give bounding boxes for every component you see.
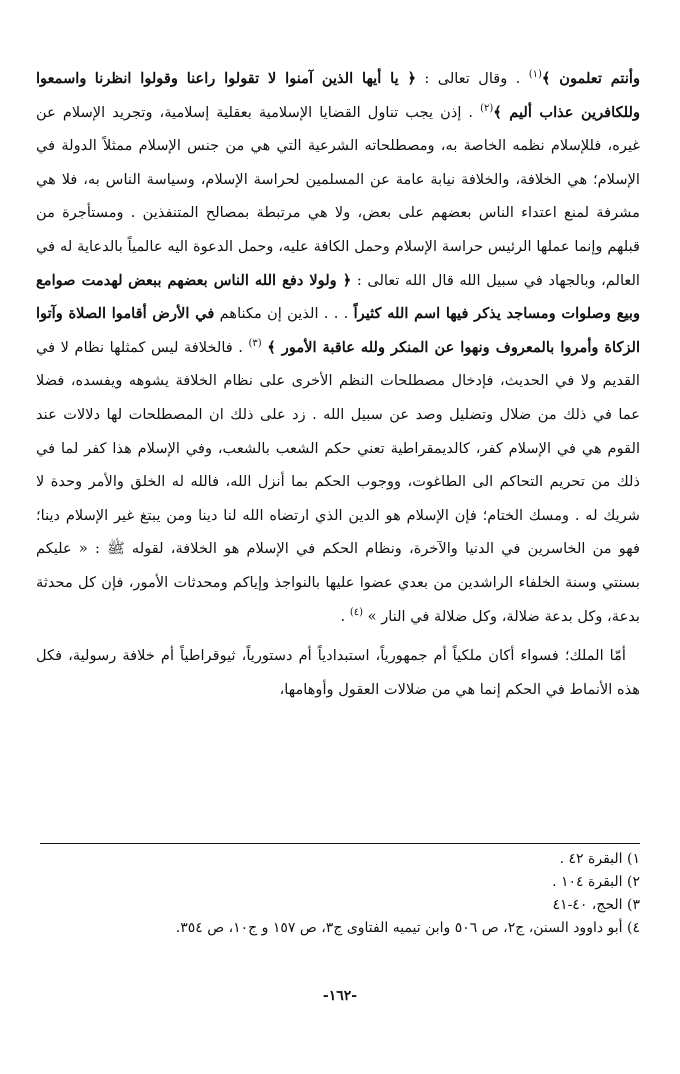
- paragraph-1: [36, 62, 640, 633]
- text-line: [61, 440, 576, 457]
- text-run: أمّا الملك؛ فسواء أكان ملكياً أم جمهورياً، استبدادياً أم دستورياً، ثيوقراطياً أم: [160, 647, 626, 665]
- text-run: . فالخلافة ليس كمثلها نظام لا في القديم ولا في الحديث، فإدخال مصطلحات: [36, 338, 640, 390]
- text-run: عن المسلمين لحراسة الإسلام، وسياسة الناس به، فلا هي مشرفة لمنع اعتداء الناس: [36, 170, 640, 222]
- quran-bracket: ﴾: [267, 338, 276, 356]
- footnote-2: ٢) البقرة ١٠٤ .: [552, 874, 640, 890]
- text-run: في ذلك من تحريم التحاكم الى الطاغوت، ووجوب الحكم بما أنزل الله، فالله له الخلق: [36, 439, 640, 491]
- footnote-1: ١) البقرة ٤٢ .: [559, 851, 640, 867]
- text-line: [128, 272, 640, 289]
- text-line: [95, 70, 640, 87]
- text-run: التي هي من جنس الإسلام ممثلاً الدولة في الإسلام؛ هي الخلافة، والخلافة نيابة عامة: [36, 137, 640, 188]
- quran-bracket: ﴾: [541, 70, 551, 87]
- text-run: والأمر وحدة لا شريك له . ومسك الختام؛ فإن الإسلام هو الدين الذي ارتضاه الله لنا: [36, 473, 640, 524]
- paragraph-2: [36, 639, 640, 706]
- text-line: [341, 608, 540, 625]
- text-run: ضلالة، وكل ضلالة في النار »: [363, 607, 540, 625]
- text-run: بعضهم على بعض، ولا هي مرتبطة بمصالح المتنفذين . ومستأجرة من قبلهم وإنما عملها: [36, 204, 640, 255]
- footnotes: [40, 848, 640, 940]
- text-run: . . . الذين إن مكناهم: [219, 305, 354, 323]
- text-line: [161, 647, 626, 664]
- text-run: الرئيس حراسة الإسلام وحمل الكافة عليه، وحمل الدعوة اليه عالمياً بالدعاية له في: [36, 237, 532, 255]
- text-run: .: [340, 607, 350, 625]
- text-run: خلافة رسولية، فكل هذه الأنماط في الحكم إنما هي من ضلالات العقول وأوهامها،: [36, 647, 640, 698]
- footnote-reference: (٤): [349, 606, 363, 618]
- text-run: . وقال تعالى :: [416, 70, 529, 87]
- quran-bracket: ﴿: [342, 271, 352, 289]
- main-text: [36, 62, 640, 706]
- footnote-reference: (٣): [248, 337, 262, 349]
- text-run: النظم الأخرى على نظام الخلافة يشوهه ويفسده، فضلا عما في ذلك من ضلال: [36, 372, 641, 423]
- text-run: الإسلام هو الخلافة، لقوله ﷺ : « عليكم بسنتي وسنة الخلفاء الراشدين من بعدي: [36, 540, 640, 591]
- quran-bracket: ﴿: [407, 70, 417, 87]
- quran-bracket: ﴾: [493, 103, 502, 121]
- text-run: . إذن يجب تناول القضايا الإسلامية بعقلية: [216, 103, 481, 121]
- text-run: وتضليل وصد عن سبيل الله . زد على ذلك ان المصطلحات لها دلالات عند القوم هي: [36, 405, 640, 457]
- quran-verse: واسمعوا وللكافرين عذاب أليم: [36, 70, 640, 121]
- page-number: -١٦٢-: [322, 988, 358, 1004]
- text-run: عضوا عليها بالنواجذ وإياكم ومحدثات الأمور، فإن كل محدثة بدعة، وكل بدعة: [36, 573, 640, 625]
- text-run: دينا ومن يبتغ غير الإسلام دينا؛ فهو من الخاسرين في الدنيا والآخرة، ونظام الحكم في: [36, 506, 640, 558]
- text-run: العالم، وبالجهاد في سبيل الله قال الله تعالى :: [351, 271, 640, 289]
- footnote-reference: (٢): [480, 102, 494, 114]
- text-line: [36, 238, 532, 255]
- footnote-divider: [40, 843, 640, 844]
- footnote-4: ٤) أبو داوود السنن، ج٢، ص ٥٠٦ وابن تيميه الفتاوى ج٣، ص ١٥٧ و ج١٠، ص ٣٥٤.: [175, 920, 640, 936]
- footnote-3: ٣) الحج، ٤٠-٤١: [552, 897, 640, 913]
- quran-verse: ولولا دفع الله الناس بعضهم ببعض: [128, 271, 343, 289]
- quran-verse: في الأرض أقاموا الصلاة وآتوا الزكاة وأمروا بالمعروف ونهوا عن المنكر ولله عاقبة الأمور: [36, 305, 641, 356]
- text-run: إسلامية، وتجريد الإسلام عن غيره، فللإسلام نظمه الخاصة به، ومصطلحاته الشرعية: [36, 103, 640, 155]
- footnote-reference: (١): [528, 69, 542, 81]
- quran-verse: وأنتم تعلمون: [550, 70, 641, 87]
- quran-verse: لهدمت صوامع وبيع وصلوات ومساجد يذكر فيها اسم الله كثيراً: [36, 271, 641, 323]
- quran-verse: يا أيها الذين آمنوا لا تقولوا راعنا وقولوا انظرنا: [94, 70, 408, 87]
- text-run: في الإسلام كفر، كالديمقراطية تعني حكم الشعب بالشعب، وفي الإسلام هذا كفر لما: [60, 439, 576, 457]
